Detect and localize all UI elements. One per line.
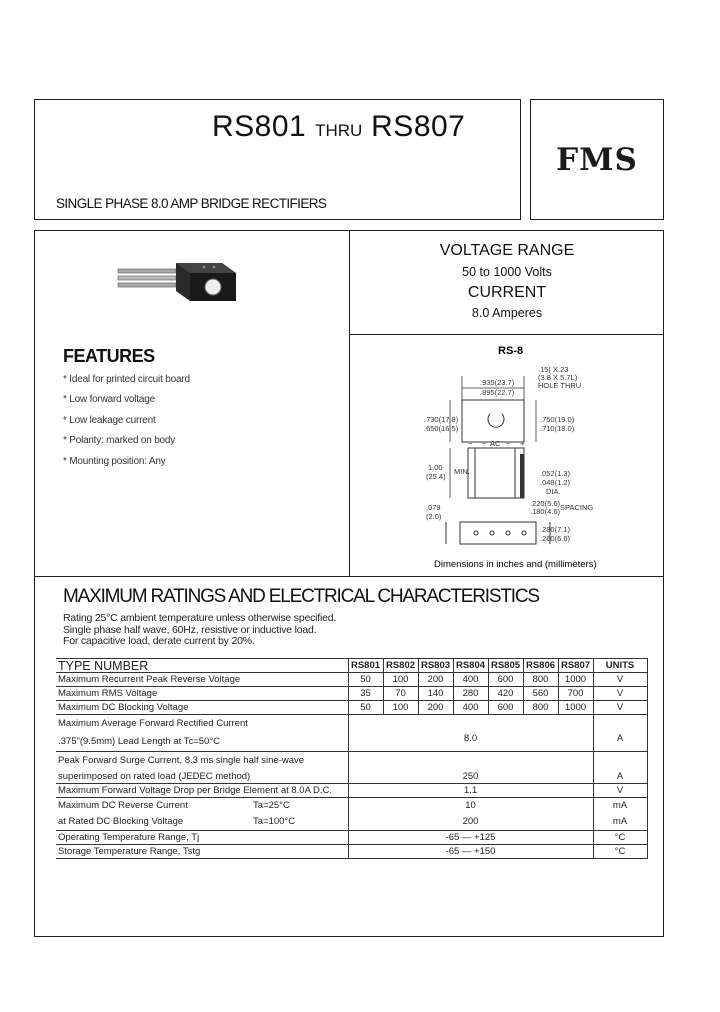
unit-cell: A (593, 770, 647, 784)
spacing-dim: SPACING (560, 503, 594, 512)
value-cell: 1000 (558, 673, 593, 687)
document-title (212, 110, 465, 144)
hole-dim: (3.8 X 5.7L) (538, 373, 578, 382)
current-value: 8.0 Amperes (471, 306, 543, 320)
table-row (56, 687, 647, 701)
table-row (56, 770, 647, 784)
unit-cell: V (593, 701, 647, 715)
width-dim: .895(22.7) (480, 388, 515, 397)
value-cell: 200 (418, 673, 453, 687)
lead-dim: (25.4) (426, 472, 446, 481)
feature-item: * Low forward voltage (63, 394, 155, 405)
value-cell: 600 (488, 673, 523, 687)
bottom-view (446, 522, 550, 544)
lead-pins (520, 454, 524, 498)
unit-cell: °C (593, 845, 647, 859)
package-outline (462, 400, 524, 442)
value-cell: 200 (348, 814, 593, 831)
component-illustration (110, 255, 250, 315)
rating-note: For capacitive load, derate current by 20%. (63, 635, 255, 647)
value-cell: 100 (383, 701, 418, 715)
value-cell: 50 (348, 701, 383, 715)
value-cell: 35 (348, 687, 383, 701)
param-label: Maximum Recurrent Peak Reverse Voltage (56, 673, 348, 687)
value-cell: 560 (523, 687, 558, 701)
param-label: Operating Temperature Range, Tj (56, 831, 348, 845)
hole-dim: .15( X.23 (538, 365, 569, 374)
table-row (56, 673, 647, 687)
plus-label: + (520, 439, 525, 448)
right-dim: .750(19.0) (540, 415, 575, 424)
part-number-start: RS801 (212, 110, 307, 143)
table-row (56, 831, 647, 845)
param-label: Maximum DC Blocking Voltage (56, 701, 348, 715)
unit-cell: V (593, 673, 647, 687)
header-cell: RS802 (383, 659, 418, 673)
table-row (56, 845, 647, 859)
value-cell: -65 — +150 (348, 845, 593, 859)
value-cell: 800 (523, 673, 558, 687)
section-divider (34, 576, 664, 577)
unit-cell (593, 715, 647, 734)
spacing-dim: .180(4.6) (530, 507, 561, 516)
width-dim: .935(23.7) (480, 378, 515, 387)
unit-cell: mA (593, 814, 647, 831)
dimensions-caption: Dimensions in inches and (millimeters) (434, 559, 597, 570)
header-cell: RS805 (488, 659, 523, 673)
table-row (56, 784, 647, 798)
component-body (176, 263, 236, 301)
feature-item: * Low leakage current (63, 415, 156, 426)
value-cell: 1.1 (348, 784, 593, 798)
voltage-range-title: VOLTAGE RANGE (439, 242, 575, 259)
package-name: RS-8 (498, 345, 524, 357)
thickness-dim: .280(7.1) (540, 525, 571, 534)
param-label: Maximum Average Forward Rectified Current (56, 715, 348, 734)
value-cell: 600 (488, 701, 523, 715)
ac-tilde: ~ (506, 439, 511, 448)
param-label: Maximum RMS Voltage (56, 687, 348, 701)
ac-tilde: ~ (482, 439, 487, 448)
header-cell: RS804 (453, 659, 488, 673)
value-cell: 420 (488, 687, 523, 701)
feature-item: * Ideal for printed circuit board (63, 374, 190, 385)
ac-label: AC (490, 439, 501, 448)
table-row (56, 733, 647, 752)
voltage-divider (349, 334, 664, 335)
lead-dim: MIN. (454, 467, 470, 476)
feature-item: * Polarity: marked on body (63, 435, 176, 446)
package-drawing (350, 336, 663, 576)
base-dim: (2.0) (426, 512, 442, 521)
header-cell: UNITS (593, 659, 647, 673)
header-cell: TYPE NUMBER (56, 659, 348, 673)
value-cell: 200 (418, 701, 453, 715)
value-cell: 50 (348, 673, 383, 687)
value-cell: 400 (453, 673, 488, 687)
param-label: superimposed on rated load (JEDEC method) (56, 770, 348, 784)
dia-dim: .052(1.3) (540, 469, 571, 478)
thru-label: THRU (315, 121, 363, 140)
param-label: Maximum Forward Voltage Drop per Bridge Element at 8.0A D.C. (56, 784, 348, 798)
param-label-text: at Rated DC Blocking Voltage (58, 816, 184, 827)
table-row (56, 701, 647, 715)
fms-logo: FMS (556, 142, 638, 178)
feature-item: * Mounting position: Any (63, 456, 166, 467)
value-cell (348, 752, 593, 771)
value-cell: 800 (523, 701, 558, 715)
height-dim: .730(17.8) (424, 415, 459, 424)
document-subtitle: SINGLE PHASE 8.0 AMP BRIDGE RECTIFIERS (56, 196, 327, 211)
current-title: CURRENT (467, 284, 547, 301)
value-cell: 280 (453, 687, 488, 701)
thickness-dim: .260(6.6) (540, 534, 571, 543)
header-cell: RS806 (523, 659, 558, 673)
condition-text: Ta=100°C (253, 816, 296, 827)
hole-dim: HOLE THRU (538, 381, 582, 390)
param-label: .375"(9.5mm) Lead Length at Tc=50°C (56, 733, 348, 752)
param-label-text: Maximum DC Reverse Current (58, 800, 188, 811)
unit-cell: mA (593, 798, 647, 815)
param-label (56, 814, 348, 831)
unit-cell: A (593, 733, 647, 752)
dia-dim: DIA. (546, 487, 561, 496)
package-body (468, 448, 524, 498)
value-cell: -65 — +125 (348, 831, 593, 845)
unit-cell: V (593, 687, 647, 701)
value-cell: 8.0 (348, 733, 593, 752)
unit-cell (593, 752, 647, 771)
param-label: Peak Forward Surge Current, 8.3 ms single half sine-wave (56, 752, 348, 771)
value-cell (348, 715, 593, 734)
lead-dim: 1.00 (428, 463, 443, 472)
right-dim: .710(18.0) (540, 424, 575, 433)
value-cell: 100 (383, 673, 418, 687)
unit-cell: °C (593, 831, 647, 845)
rating-note: Single phase half wave, 60Hz, resistive or inductive load. (63, 623, 317, 636)
value-cell: 70 (383, 687, 418, 701)
value-cell: 10 (348, 798, 593, 815)
dia-dim: .048(1.2) (540, 478, 571, 487)
spacing-dim: .220(5.6) (530, 499, 561, 508)
param-label: Storage Temperature Range, Tstg (56, 845, 348, 859)
value-cell: 400 (453, 701, 488, 715)
condition-text: Ta=25°C (253, 800, 290, 811)
value-cell: 1000 (558, 701, 593, 715)
height-dim: .650(16.5) (424, 424, 459, 433)
ratings-table (56, 658, 648, 859)
rating-note: Rating 25°C ambient temperature unless otherwise specified. (63, 612, 337, 624)
value-cell: 250 (348, 770, 593, 784)
part-number-end: RS807 (371, 110, 466, 143)
electrical-title: MAXIMUM RATINGS AND ELECTRICAL CHARACTERISTICS (63, 586, 539, 607)
header-cell: RS807 (558, 659, 593, 673)
unit-cell: V (593, 784, 647, 798)
features-title: FEATURES (63, 346, 155, 366)
header-cell: RS803 (418, 659, 453, 673)
table-row (56, 798, 647, 815)
table-row (56, 715, 647, 734)
table-row (56, 814, 647, 831)
minus-label: − (468, 439, 473, 448)
param-label (56, 798, 348, 815)
base-dim: .079 (426, 503, 441, 512)
component-leads (118, 269, 176, 287)
table-row (56, 752, 647, 771)
value-cell: 140 (418, 687, 453, 701)
value-cell: 700 (558, 687, 593, 701)
table-header-row (56, 659, 647, 673)
voltage-range-value: 50 to 1000 Volts (462, 265, 552, 279)
header-cell: RS801 (348, 659, 383, 673)
rating-notes (63, 613, 336, 648)
